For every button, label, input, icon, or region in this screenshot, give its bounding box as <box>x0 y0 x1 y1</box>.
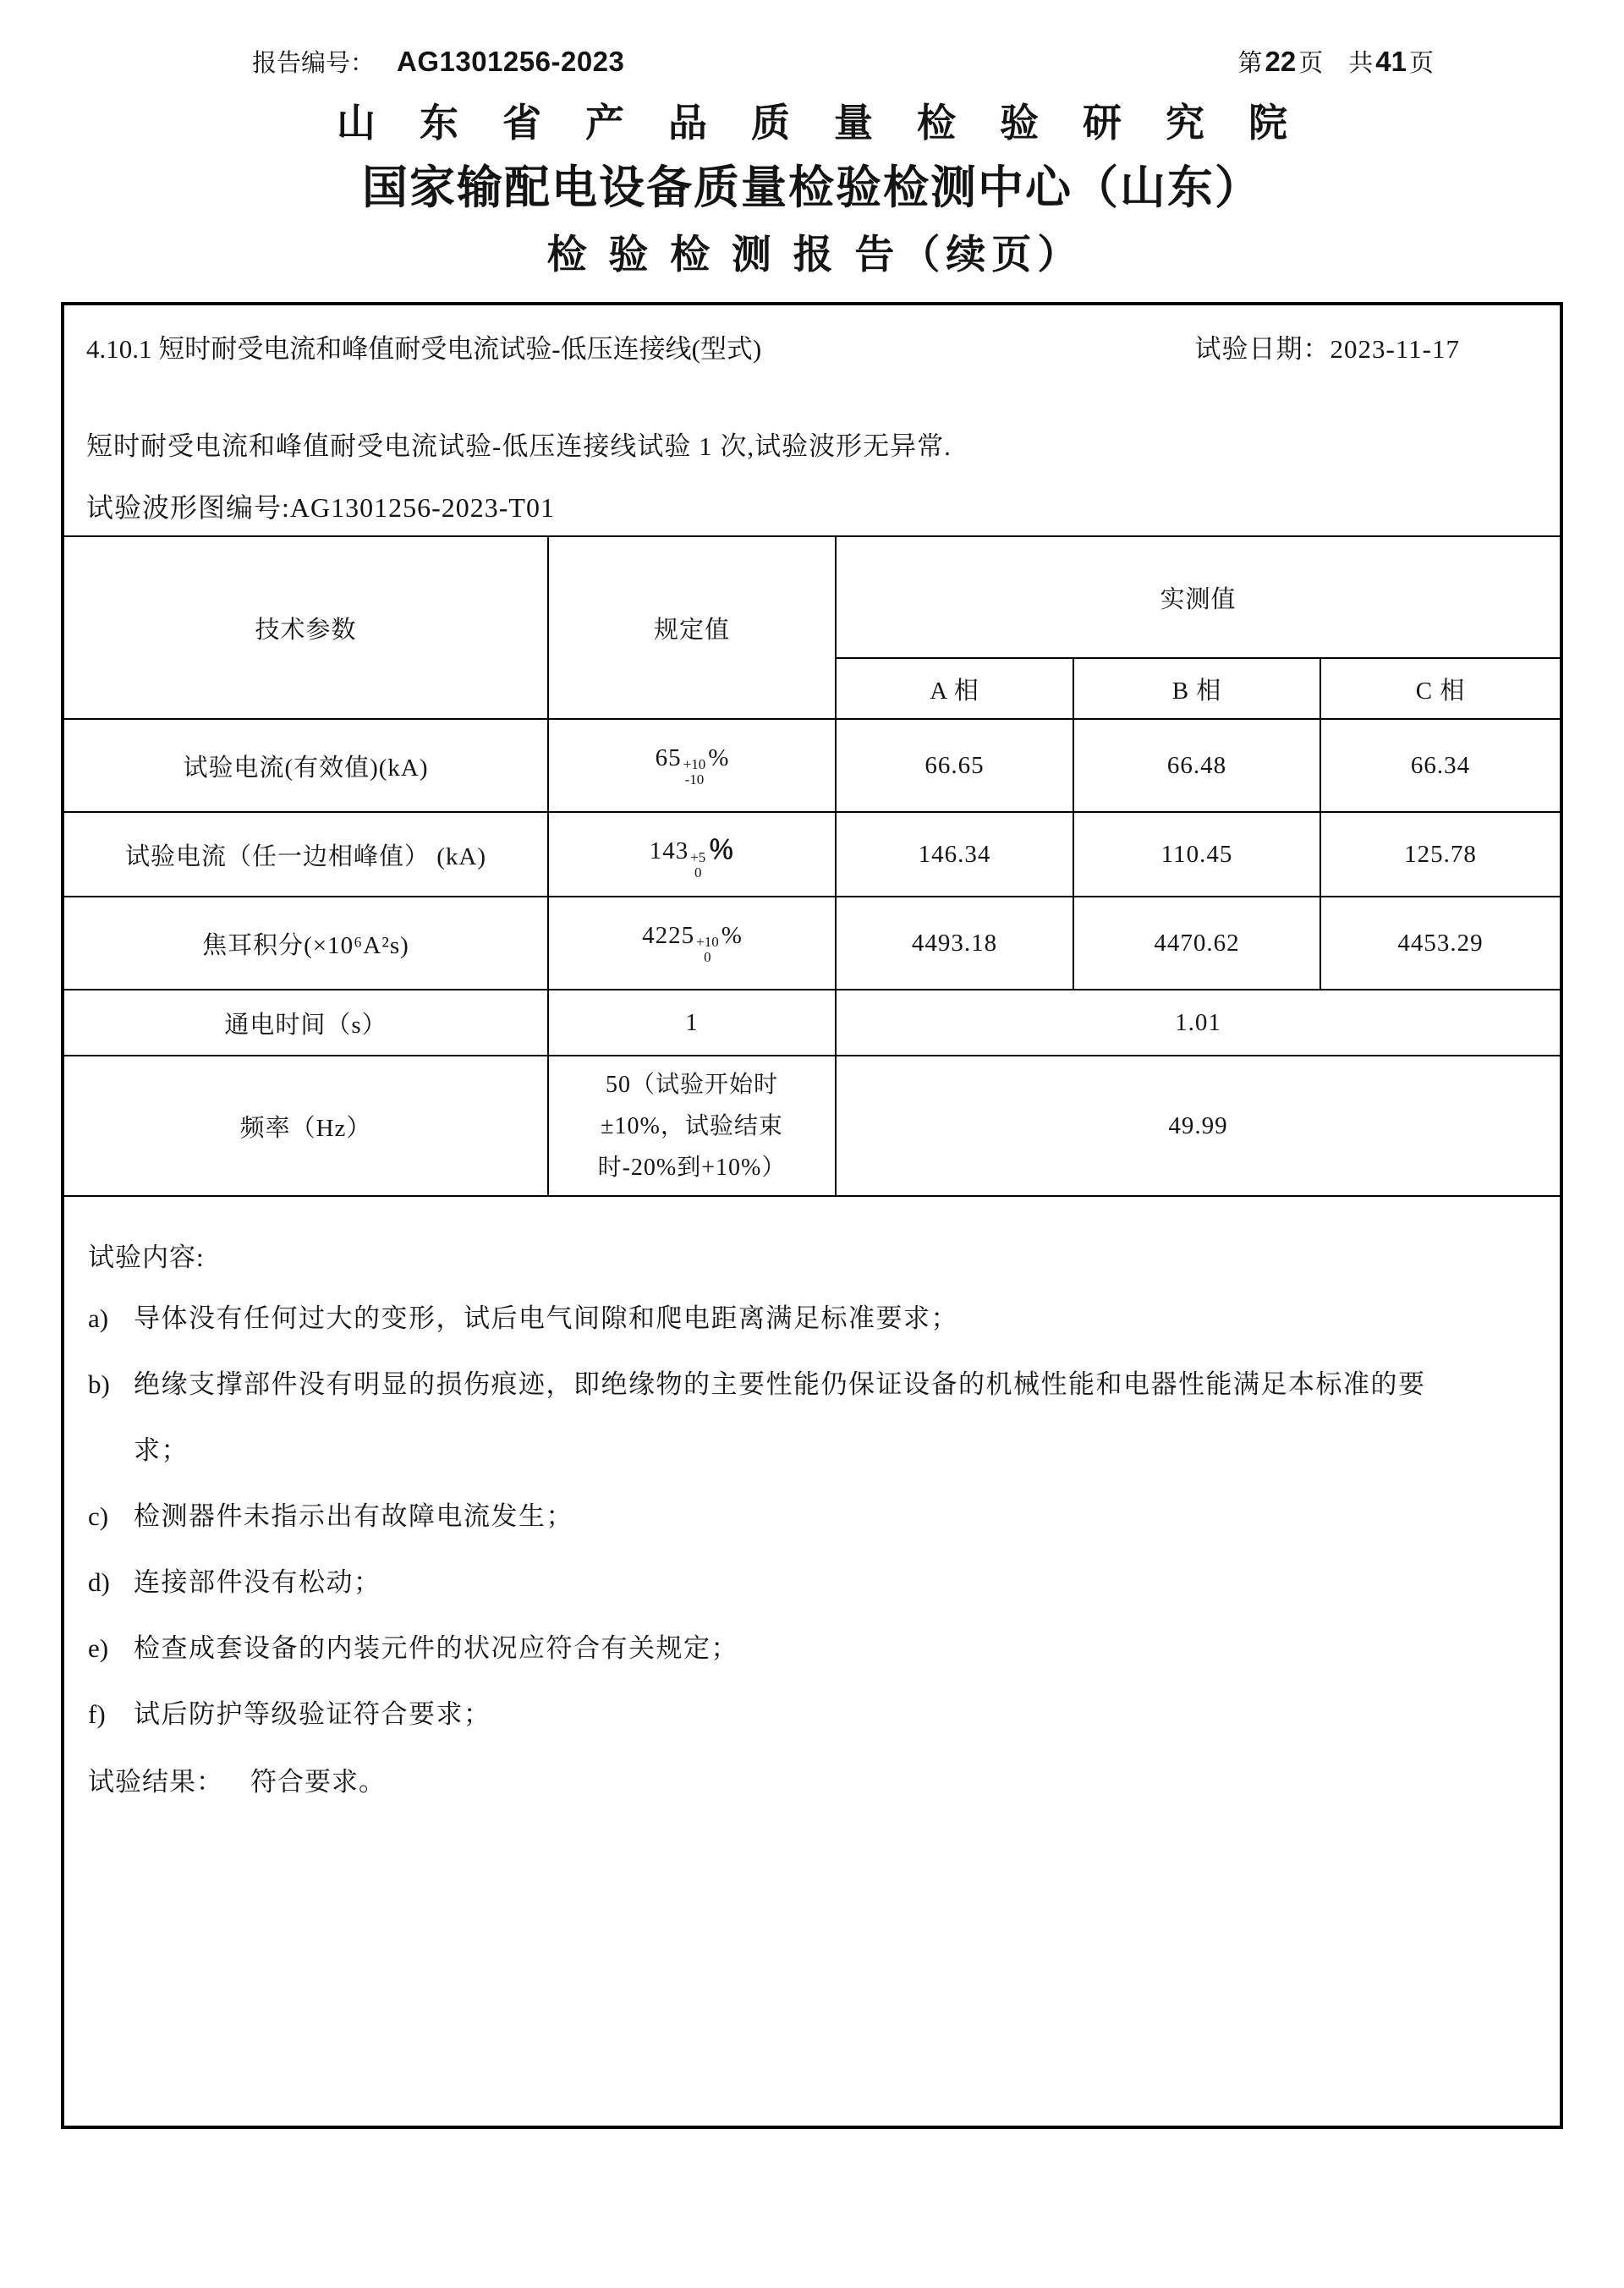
item-text: 检查成套设备的内装元件的状况应符合有关规定； <box>134 1633 738 1663</box>
list-item <box>88 1352 1441 1484</box>
item-text: 检测器件未指示出有故障电流发生； <box>134 1501 573 1531</box>
spec-base: 65 <box>655 743 682 771</box>
item-marker: a) <box>88 1303 109 1333</box>
param-cell: 频率（Hz） <box>64 1056 548 1196</box>
param-cell: 焦耳积分(×10⁶A²s) <box>64 897 548 990</box>
section-heading: 4.10.1 短时耐受电流和峰值耐受电流试验-低压连接线(型式) <box>86 334 762 364</box>
report-title: 检 验 检 测 报 告（续页） <box>546 233 1084 277</box>
result-value: 符合要求。 <box>250 1767 386 1797</box>
list-item <box>88 1682 1441 1748</box>
spec-cell <box>548 719 836 812</box>
spec-cell: 1 <box>548 990 836 1056</box>
test-date-label: 试验日期： <box>1194 334 1330 364</box>
tolerance-lower: 0 <box>704 948 711 965</box>
page-total-unit: 页 <box>1408 50 1434 77</box>
item-text: 试后防护等级验证符合要求； <box>134 1699 491 1729</box>
report-number-label: 报告编号： <box>252 50 376 77</box>
param-cell: 通电时间（s） <box>64 990 548 1056</box>
waveform-number: 试验波形图编号:AG1301256-2023-T01 <box>86 492 555 523</box>
spec-base: 4225 <box>642 921 695 949</box>
page-indicator <box>1238 44 1435 79</box>
col-header-spec: 规定值 <box>548 536 836 719</box>
item-text: 绝缘支撑部件没有明显的损伤痕迹，即绝缘物的主要性能仍保证设备的机械性能和电器性能满足本标准的要求； <box>134 1369 1426 1465</box>
tolerance-upper: +10 <box>683 755 706 772</box>
page-total: 41 <box>1375 46 1407 77</box>
item-marker: b) <box>88 1369 110 1399</box>
list-item <box>88 1484 1441 1550</box>
tolerance-stack <box>696 935 719 965</box>
table-row <box>64 1056 1560 1196</box>
param-cell: 试验电流(有效值)(kA) <box>64 719 548 812</box>
value-cell-c: 66.34 <box>1320 719 1560 812</box>
spec-cell <box>548 897 836 990</box>
tolerance-stack <box>690 850 705 881</box>
value-cell-merged: 1.01 <box>836 990 1560 1056</box>
test-content-section <box>64 1236 1560 1815</box>
report-body-frame <box>61 302 1563 2129</box>
col-header-phase-a: A 相 <box>836 658 1073 719</box>
page-total-label: 共 <box>1348 50 1374 77</box>
section-heading-row <box>64 305 1560 365</box>
value-cell-a: 4493.18 <box>836 897 1073 990</box>
value-cell-c: 125.78 <box>1320 812 1560 897</box>
tolerance-lower: -10 <box>684 771 705 787</box>
table-row <box>64 990 1560 1056</box>
item-marker: f) <box>88 1699 106 1729</box>
spec-cell <box>548 812 836 897</box>
value-cell-a: 146.34 <box>836 812 1073 897</box>
page-prefix: 第 <box>1237 50 1263 77</box>
result-label: 试验结果： <box>88 1767 223 1797</box>
test-date <box>1195 327 1461 365</box>
tolerance-lower: 0 <box>694 864 702 881</box>
page-current: 22 <box>1265 46 1297 77</box>
page-unit: 页 <box>1298 50 1324 77</box>
col-header-param: 技术参数 <box>64 536 548 719</box>
tolerance-upper: +10 <box>696 933 719 950</box>
list-item <box>88 1550 1441 1616</box>
value-cell-b: 66.48 <box>1073 719 1320 812</box>
table-row <box>64 897 1560 990</box>
report-number-value: AG1301256-2023 <box>397 46 625 77</box>
spec-base: 143 <box>649 837 689 865</box>
org-title: 山东省产品质量检验研究院 <box>337 102 1331 145</box>
center-title: 国家输配电设备质量检验检测中心（山东） <box>362 162 1262 213</box>
content-title: 试验内容: <box>88 1243 205 1272</box>
item-marker: e) <box>88 1633 109 1663</box>
item-marker: d) <box>88 1567 110 1597</box>
table-row <box>64 719 1560 812</box>
value-cell-c: 4453.29 <box>1320 897 1560 990</box>
value-cell-b: 110.45 <box>1073 812 1320 897</box>
list-item <box>88 1286 1441 1352</box>
col-header-measured: 实测值 <box>836 536 1560 658</box>
report-number <box>252 44 624 79</box>
tolerance-stack <box>683 757 706 787</box>
item-marker: c) <box>88 1501 109 1531</box>
test-result <box>88 1749 1441 1815</box>
spec-unit: ％ <box>708 835 735 865</box>
col-header-phase-c: C 相 <box>1320 658 1560 719</box>
value-cell-b: 4470.62 <box>1073 897 1320 990</box>
value-cell-merged: 49.99 <box>836 1056 1560 1196</box>
spec-cell: 50（试验开始时±10%，试验结束时-20%到+10%） <box>548 1056 836 1196</box>
value-cell-a: 66.65 <box>836 719 1073 812</box>
test-date-value: 2023-11-17 <box>1330 334 1460 364</box>
spec-unit: % <box>708 743 729 771</box>
results-table <box>64 535 1560 1197</box>
summary-text: 短时耐受电流和峰值耐受电流试验-低压连接线试验 1 次,试验波形无异常. <box>86 431 952 461</box>
item-text: 连接部件没有松动； <box>134 1567 381 1597</box>
item-text: 导体没有任何过大的变形，试后电气间隙和爬电距离满足标准要求； <box>134 1303 958 1333</box>
param-cell: 试验电流（任一边相峰值） (kA) <box>64 812 548 897</box>
col-header-phase-b: B 相 <box>1073 658 1320 719</box>
spec-unit: % <box>721 921 742 949</box>
tolerance-upper: +5 <box>690 849 706 866</box>
table-row <box>64 812 1560 897</box>
page-header <box>0 0 1624 79</box>
list-item <box>88 1616 1441 1682</box>
